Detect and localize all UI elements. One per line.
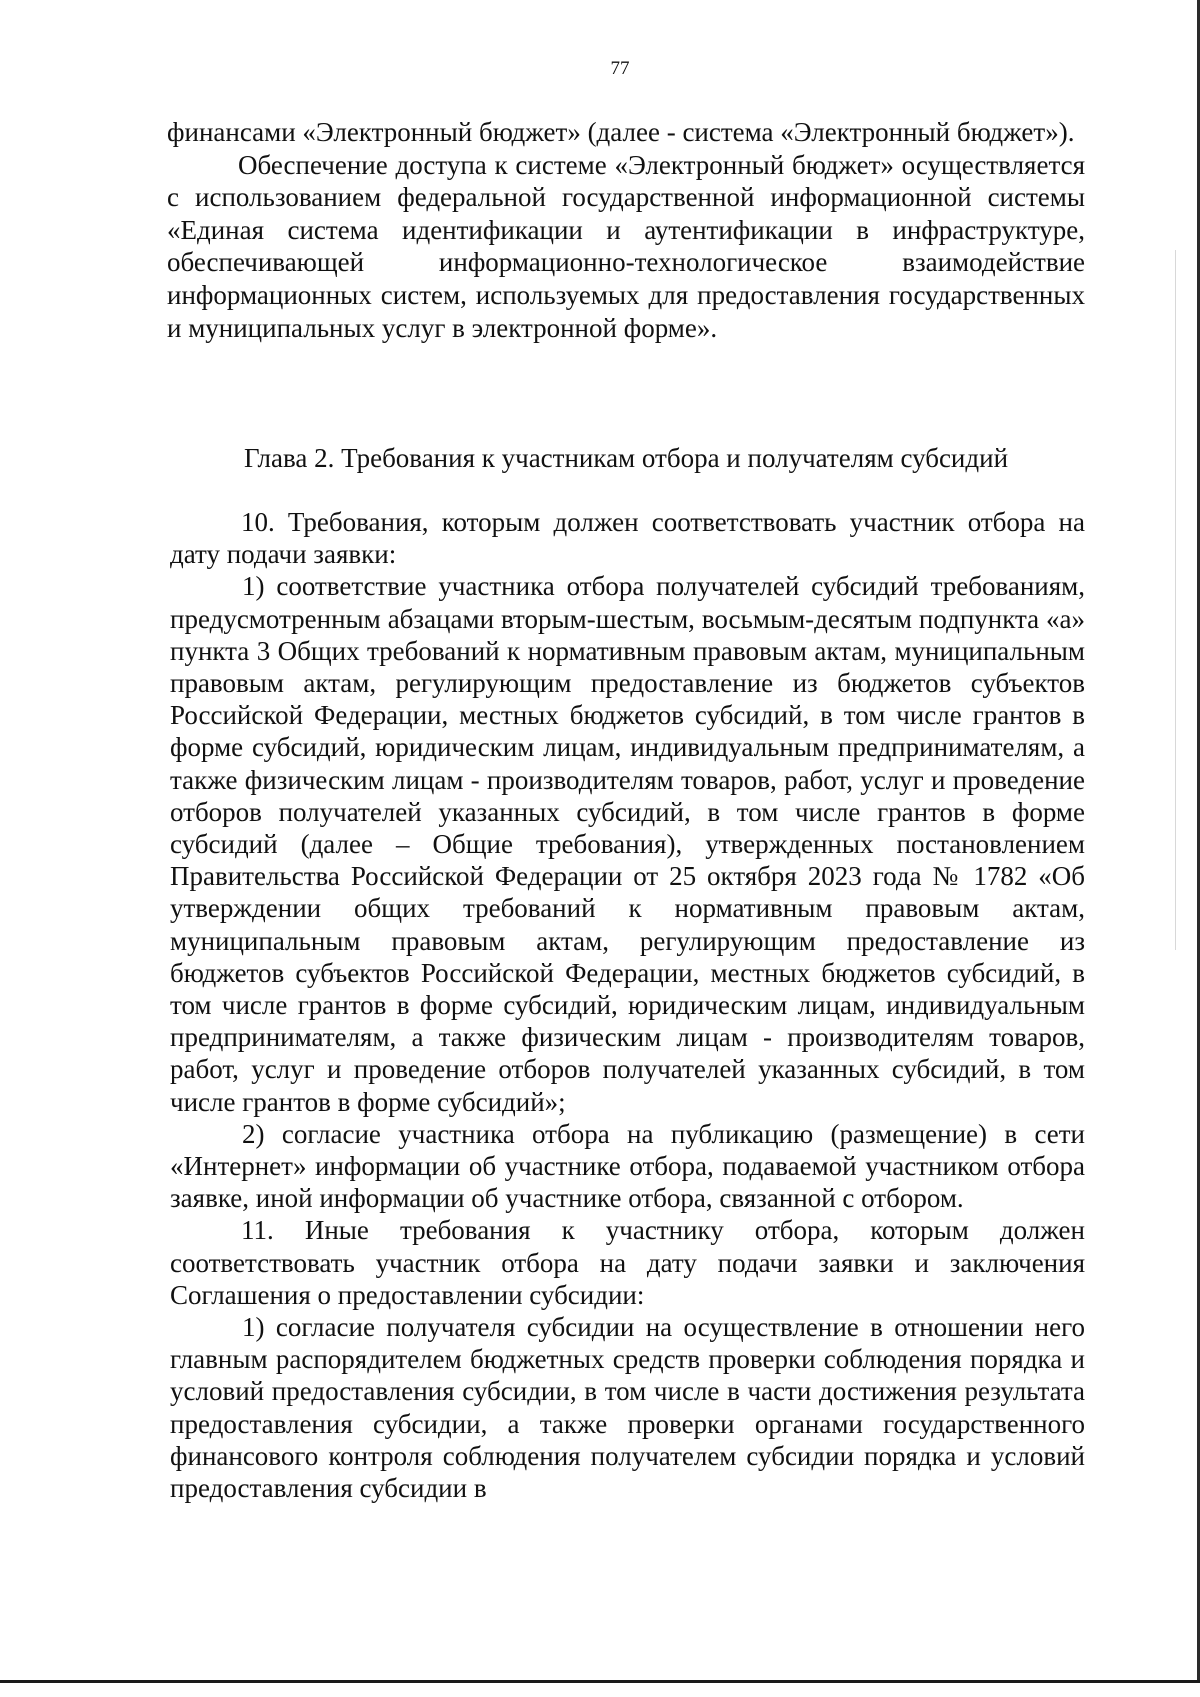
- paragraph: 11. Иные требования к участнику отбора, которым должен соответствовать участник отбора на дату подачи заявки и заключения Соглашения о предоставлении субсидии:: [170, 1215, 1085, 1310]
- list-item: 1) согласие получателя субсидии на осуществление в отношении него главным распорядителем бюджетных средств проверки соблюдения порядка и условий предоставления субсидии, в том числе в части достижения результата предоставления субсидии, а также проверки органами государственного финансового контроля соблюдения получателем субсидии порядка и условий предоставления субсидии в: [170, 1312, 1085, 1504]
- paragraph: 10. Требования, которым должен соответствовать участник отбора на дату подачи заявки:: [170, 507, 1085, 570]
- text-block-main: [170, 506, 1085, 1504]
- page-bottom-border: [0, 1680, 1200, 1697]
- scan-artifact-line: [1175, 250, 1176, 950]
- list-item: 1) соответствие участника отбора получателей субсидий требованиям, предусмотренным абзацами вторым-шестым, восьмым-десятым подпункта «а» пункта 3 Общих требований к нормативным правовым актам, муниципальным правовым актам, регулирующим предоставление из бюджетов субъектов Российской Федерации, местных бюджетов субсидий, в том числе грантов в форме субсидий, юридическим лицам, индивидуальным предпринимателям, а также физическим лицам - производителям товаров, работ, услуг и проведение отборов получателей указанных субсидий, в том числе грантов в форме субсидий (далее – Общие требования), утвержденных постановлением Правительства Российской Федерации от 25 октября 2023 года № 1782 «Об утверждении общих требований к нормативным правовым актам, муниципальным правовым актам, регулирующим предоставление из бюджетов субъектов Российской Федерации, местных бюджетов субсидий, в том числе грантов в форме субсидий, юридическим лицам, индивидуальным предпринимателям, а также физическим лицам - производителям товаров, работ, услуг и проведение отборов получателей указанных субсидий, в том числе грантов в форме субсидий»;: [170, 571, 1085, 1117]
- list-item: 2) согласие участника отбора на публикацию (размещение) в сети «Интернет» информации об участнике отбора, подаваемой участником отбора заявке, иной информации об участнике отбора, связанной с отбором.: [170, 1118, 1085, 1214]
- page-number: 77: [610, 58, 630, 79]
- paragraph: Обеспечение доступа к системе «Электронный бюджет» осуществляется с использованием федеральной государственной информационной системы «Единая система идентификации и аутентификации в инфраструктуре, обеспечивающей информационно-технологическое взаимодействие информационных систем, используемых для предоставления государственных и муниципальных услуг в электронной форме».: [167, 149, 1085, 343]
- chapter-heading: Глава 2. Требования к участникам отбора и получателям субсидий: [243, 443, 1009, 473]
- paragraph: финансами «Электронный бюджет» (далее - система «Электронный бюджет»).: [167, 117, 1075, 147]
- text-block-top: [167, 116, 1085, 344]
